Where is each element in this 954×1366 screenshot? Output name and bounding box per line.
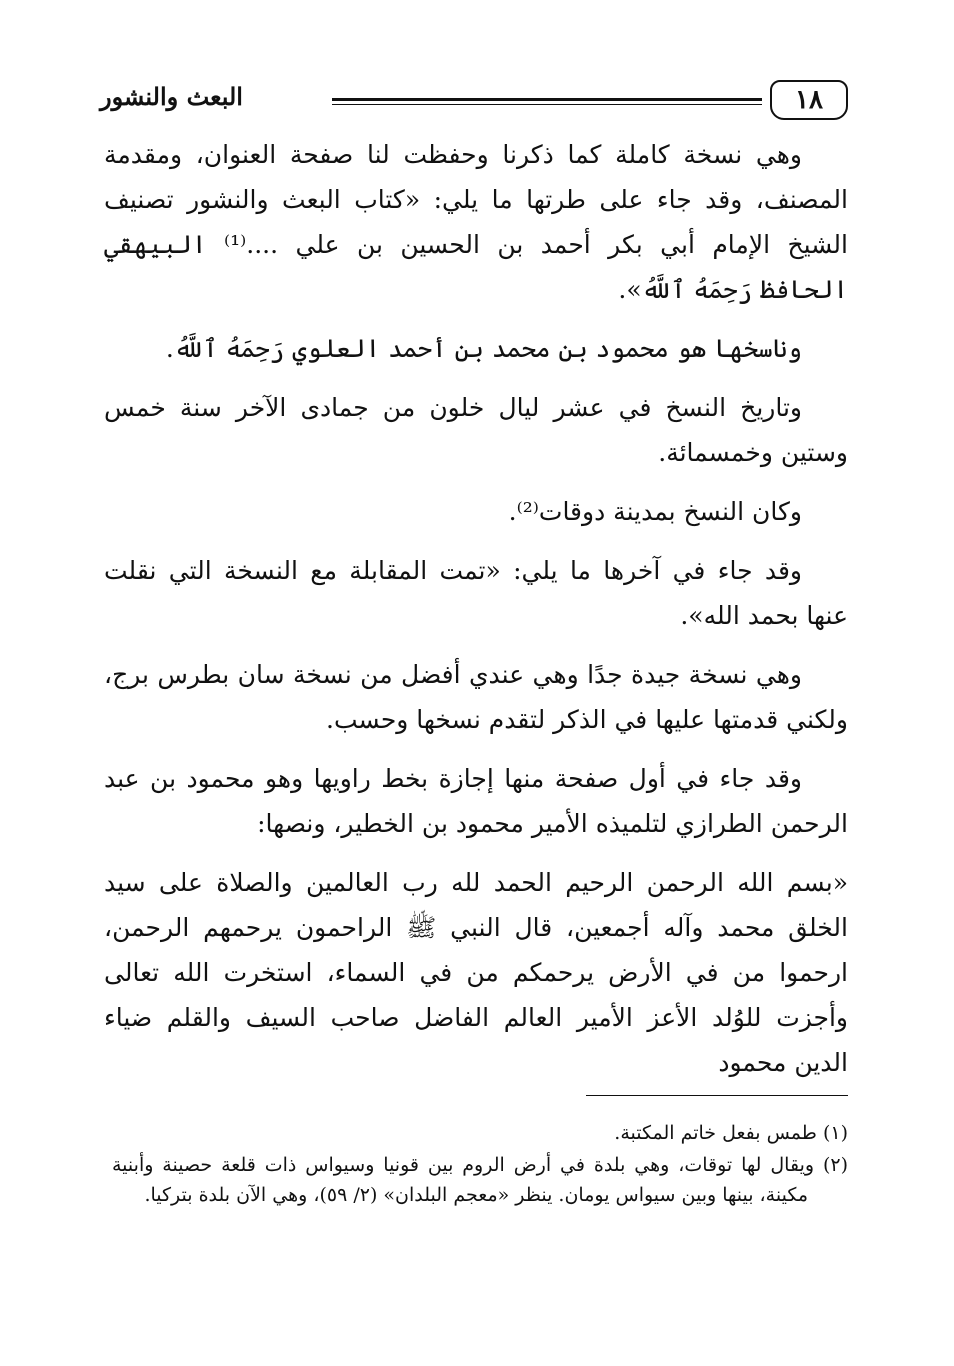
paragraph: وكان النسخ بمدينة دوقات⁽²⁾. xyxy=(508,497,802,526)
page-number: ١٨ xyxy=(770,80,848,120)
footnote: (١) طمس بفعل خاتم المكتبة. xyxy=(614,1122,848,1144)
footnotes xyxy=(112,1118,848,1212)
paragraph: وقد جاء في أول صفحة منها إجازة بخط راويها وهو محمود بن عبد الرحمن الطرازي لتلميذه الأمير محمود بن الخطير، ونصها: xyxy=(104,764,848,838)
header-rule xyxy=(332,98,762,105)
paragraph: وناسخها هو محمود بن محمد بن أحمد العلوي رَحِمَهُ ٱللَّهُ. xyxy=(165,334,802,363)
paragraph: وتاريخ النسخ في عشر ليال خلون من جمادى الآخر سنة خمس وستين وخمسمائة. xyxy=(104,393,848,467)
footnote-separator xyxy=(586,1095,848,1096)
paragraph: وقد جاء في آخرها ما يلي: «تمت المقابلة مع النسخة التي نقلت عنها بحمد الله». xyxy=(104,556,848,630)
paragraph: «بسم الله الرحمن الرحيم الحمد لله رب العالمين والصلاة على سيد الخلق محمد وآله أجمعين، قال النبي ﷺ الراحمون يرحمهم الرحمن، ارحموا من في الأرض يرحمكم من في السماء، استخرت الله تعالى وأجزت للوُلد الأعز الأمير العالم الفاضل صاحب السيف والقلم ضياء الدين محمود xyxy=(104,868,848,1077)
page-header xyxy=(100,80,848,124)
footnote: (٢) ويقال لها توقات، وهي بلدة في أرض الروم بين قونيا وسيواس ذات قلعة حصينة وأبنية مكينة، بينها وبين سيواس يومان. ينظر «معجم البلدان» (٢/ ٥٩)، وهي الآن بلدة بتركيا. xyxy=(112,1154,848,1206)
paragraph: وهي نسخة كاملة كما ذكرنا وحفظت لنا صفحة العنوان، ومقدمة المصنف، وقد جاء على طرتها ما يلي: «كتاب البعث والنشور تصنيف الشيخ الإمام أبي بكر أحمد بن الحسين بن علي ....⁽¹⁾ البيهقي الحافظ رَحِمَهُ ٱللَّهُ». xyxy=(104,140,848,304)
running-title: البعث والنشور xyxy=(100,82,243,111)
main-text xyxy=(104,132,848,1099)
paragraph: وهي نسخة جيدة جدًا وهي عندي أفضل من نسخة سان بطرس برج، ولكني قدمتها عليها في الذكر لتقدم نسخها وحسب. xyxy=(104,660,848,734)
